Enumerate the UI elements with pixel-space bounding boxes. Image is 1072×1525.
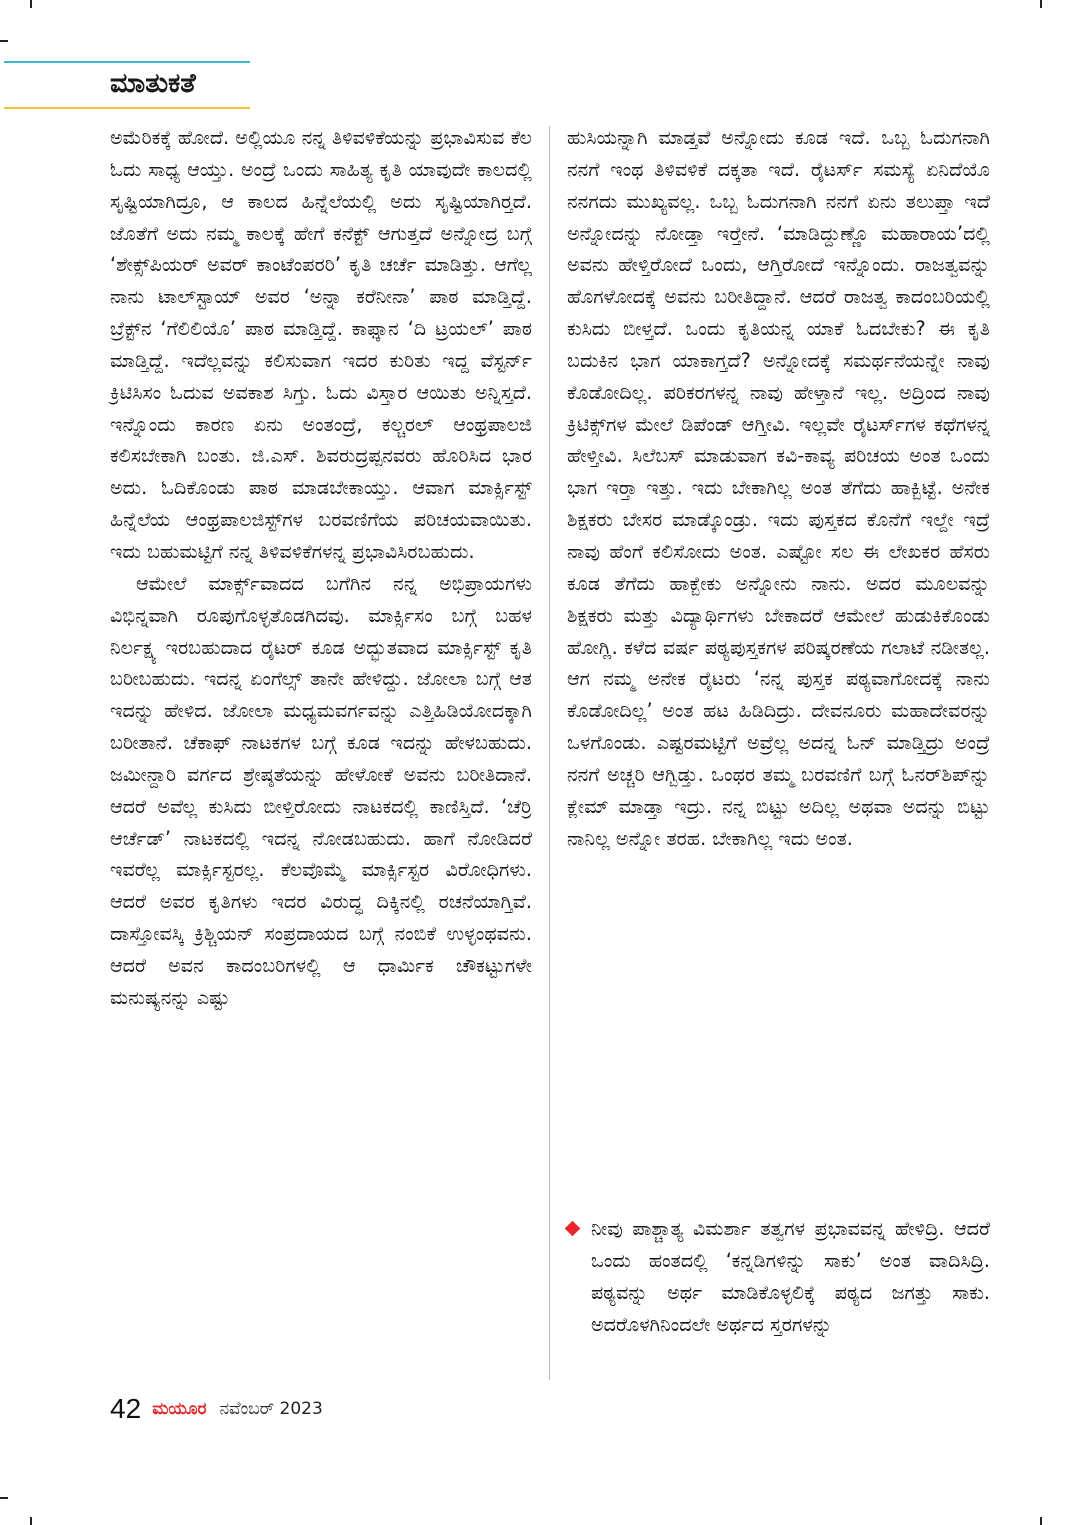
page-number: 42 xyxy=(110,1393,142,1424)
section-rule-bottom xyxy=(4,107,250,109)
magazine-logo: ಮಯೂರ xyxy=(152,1399,207,1419)
crop-mark xyxy=(30,0,32,8)
interview-question xyxy=(567,1213,990,1340)
page-footer xyxy=(110,1393,323,1427)
diamond-bullet-icon xyxy=(565,1221,581,1237)
crop-mark xyxy=(0,40,8,42)
section-rule-top xyxy=(4,61,250,63)
crop-mark xyxy=(1040,1517,1042,1525)
paragraph: ಹುಸಿಯನ್ನಾಗಿ ಮಾಡ್ತವೆ ಅನ್ನೋದು ಕೂಡ ಇದೆ. ಒಬ್ಬ ಓದುಗನಾಗಿ ನನಗೆ ಇಂಥ ತಿಳಿವಳಿಕೆ ದಕ್ಕತಾ ಇದೆ. ರೈಟರ್ಸ್ ಸಮಸ್ಯೆ ಏನಿದೆಯೊ ನನಗದು ಮುಖ್ಯವಲ್ಲ. ಒಬ್ಬ ಓದುಗನಾಗಿ ನನಗೆ ಏನು ತಲುಪ್ತಾ ಇದೆ ಅನ್ನೋದನ್ನು ನೋಡ್ತಾ ಇರ‍್ತೇನೆ. ‘ಮಾಡಿದ್ದುಣ್ಣೊ ಮಹಾರಾಯ’ದಲ್ಲಿ ಅವನು ಹೇಳ್ತಿರೋದೆ ಒಂದು, ಆಗ್ತಿರೋದೆ ಇನ್ನೊಂದು. ರಾಜತ್ವವನ್ನು ಹೊಗಳೋದಕ್ಕೆ ಅವನು ಬರೀತಿದ್ದಾನೆ. ಆದರೆ ರಾಜತ್ವ ಕಾದಂಬರಿಯಲ್ಲಿ ಕುಸಿದು ಬೀಳ್ತದೆ. ಒಂದು ಕೃತಿಯನ್ನ ಯಾಕೆ ಓದಬೇಕು? ಈ ಕೃತಿ ಬದುಕಿನ ಭಾಗ ಯಾಕಾಗ್ತದೆ? ಅನ್ನೋದಕ್ಕೆ ಸಮರ್ಥನೆಯನ್ನೇ ನಾವು ಕೊಡೋದಿಲ್ಲ. ಪರಿಕರಗಳನ್ನ ನಾವು ಹೇಳ್ತಾನೆ ಇಲ್ಲ. ಅದ್ರಿಂದ ನಾವು ಕ್ರಿಟಿಕ್ಸ್‌ಗಳ ಮೇಲೆ ಡಿಪೆಂಡ್ ಆಗ್ತೀವಿ. ಇಲ್ಲವೇ ರೈಟರ್ಸ್‌ಗಳ ಕಥೆಗಳನ್ನ ಹೇಳ್ತೀವಿ. ಸಿಲೆಬಸ್ ಮಾಡುವಾಗ ಕವಿ-ಕಾವ್ಯ ಪರಿಚಯ ಅಂತ ಒಂದು ಭಾಗ ಇರ‍್ತಾ ಇತ್ತು. ಇದು ಬೇಕಾಗಿಲ್ಲ ಅಂತ ತೆಗೆದು ಹಾಕ್ಬಿಟ್ಟೆ. ಅನೇಕ ಶಿಕ್ಷಕರು ಬೇಸರ ಮಾಡ್ಕೊಂಡ್ರು. ಇದು ಪುಸ್ತಕದ ಕೊನೆಗೆ ಇಲ್ದೇ ಇದ್ರೆ ನಾವು ಹೆಂಗೆ ಕಲಿಸೋದು ಅಂತ. ಎಷ್ಟೋ ಸಲ ಈ ಲೇಖಕರ ಹೆಸರು ಕೂಡ ತೆಗೆದು ಹಾಕ್ಬೇಕು ಅನ್ನೋನು ನಾನು. ಅದರ ಮೂಲವನ್ನು ಶಿಕ್ಷಕರು ಮತ್ತು ವಿದ್ಯಾರ್ಥಿಗಳು ಬೇಕಾದರೆ ಆಮೇಲೆ ಹುಡುಕಿಕೊಂಡು ಹೋಗ್ಲಿ. ಕಳೆದ ವರ್ಷ ಪಠ್ಯಪುಸ್ತಕಗಳ ಪರಿಷ್ಕರಣೆಯ ಗಲಾಟೆ ನಡೀತಲ್ಲ. ಆಗ ನಮ್ಮ ಅನೇಕ ರೈಟರು ‘ನನ್ನ ಪುಸ್ತಕ ಪಠ್ಯವಾಗೋದಕ್ಕೆ ನಾನು ಕೊಡೋದಿಲ್ಲ’ ಅಂತ ಹಟ ಹಿಡಿದಿದ್ರು. ದೇವನೂರು ಮಹಾದೇವರನ್ನು ಒಳಗೊಂಡು. ಎಷ್ಟರಮಟ್ಟಿಗೆ ಅವ್ರೆಲ್ಲ ಅದನ್ನ ಓನ್ ಮಾಡ್ತಿದ್ರು ಅಂದ್ರೆ ನನಗೆ ಅಚ್ಚರಿ ಆಗ್ಬಿಡ್ತು. ಒಂಥರ ತಮ್ಮ ಬರವಣಿಗೆ ಬಗ್ಗೆ ಓನರ್‌ಶಿಪ್‌ನ್ನು ಕ್ಲೇಮ್ ಮಾಡ್ತಾ ಇದ್ರು. ನನ್ನ ಬಿಟ್ಟು ಅದಿಲ್ಲ ಅಥವಾ ಅದನ್ನು ಬಿಟ್ಟು ನಾನಿಲ್ಲ ಅನ್ನೋ ತರಹ. ಬೇಕಾಗಿಲ್ಲ ಇದು ಅಂತ. xyxy=(567,126,990,850)
paragraph: ಅಮೆರಿಕಕ್ಕೆ ಹೋದೆ. ಅಲ್ಲಿಯೂ ನನ್ನ ತಿಳಿವಳಿಕೆಯನ್ನು ಪ್ರಭಾವಿಸುವ ಕೆಲ ಓದು ಸಾಧ್ಯ ಆಯ್ತು. ಅಂದ್ರೆ ಒಂದು ಸಾಹಿತ್ಯ ಕೃತಿ ಯಾವುದೇ ಕಾಲದಲ್ಲಿ ಸೃಷ್ಟಿಯಾಗಿದ್ರೂ, ಆ ಕಾಲದ ಹಿನ್ನೆಲೆಯಲ್ಲಿ ಅದು ಸೃಷ್ಟಿಯಾಗಿರ‍್ತದೆ. ಜೊತೆಗೆ ಅದು ನಮ್ಮ ಕಾಲಕ್ಕೆ ಹೇಗೆ ಕನೆಕ್ಟ್ ಆಗುತ್ತದೆ ಅನ್ನೋದ್ರ ಬಗ್ಗೆ ‘ಶೇಕ್ಸ್‌ಪಿಯರ್ ಅವರ್ ಕಾಂಟೆಂಪರರಿ’ ಕೃತಿ ಚರ್ಚೆ ಮಾಡಿತ್ತು. ಆಗೆಲ್ಲ ನಾನು ಟಾಲ್‌ಸ್ಟಾಯ್ ಅವರ ‘ಅನ್ನಾ ಕರೆನೀನಾ’ ಪಾಠ ಮಾಡ್ತಿದ್ದೆ. ಬ್ರೆಕ್ಟ್‌ನ ‘ಗೆಲಿಲಿಯೊ’ ಪಾಠ ಮಾಡ್ತಿದ್ದೆ. ಕಾಫ್ಕಾನ ‘ದಿ ಟ್ರಯಲ್’ ಪಾಠ ಮಾಡ್ತಿದ್ದೆ. ಇದೆಲ್ಲವನ್ನು ಕಲಿಸುವಾಗ ಇದರ ಕುರಿತು ಇದ್ದ ವೆಸ್ಟರ್ನ್ ಕ್ರಿಟಿಸಿಸಂ ಓದುವ ಅವಕಾಶ ಸಿಗ್ತು. ಓದು ವಿಸ್ತಾರ ಆಯಿತು ಅನ್ನಿಸ್ತದೆ. ಇನ್ನೊಂದು ಕಾರಣ ಏನು ಅಂತಂದ್ರೆ, ಕಲ್ಚರಲ್ ಆಂಥ್ರಪಾಲಜಿ ಕಲಿಸಬೇಕಾಗಿ ಬಂತು. ಜಿ.ಎಸ್. ಶಿವರುದ್ರಪ್ಪನವರು ಹೊರಿಸಿದ ಭಾರ ಅದು. ಓದಿಕೊಂಡು ಪಾಠ ಮಾಡಬೇಕಾಯ್ತು. ಆವಾಗ ಮಾರ್ಕ್ಸಿಸ್ಟ್ ಹಿನ್ನೆಲೆಯ ಆಂಥ್ರಪಾಲಜಿಸ್ಟ್‌ಗಳ ಬರವಣಿಗೆಯ ಪರಿಚಯವಾಯಿತು. ಇದು ಬಹುಮಟ್ಟಿಗೆ ನನ್ನ ತಿಳಿವಳಿಕೆಗಳನ್ನ ಪ್ರಭಾವಿಸಿರಬಹುದು. xyxy=(110,126,532,563)
crop-mark xyxy=(30,1517,32,1525)
article-column-right xyxy=(567,122,990,854)
article-column-left xyxy=(110,122,532,1014)
paragraph: ಆಮೇಲೆ ಮಾರ್ಕ್ಸ್‌ವಾದದ ಬಗೆಗಿನ ನನ್ನ ಅಭಿಪ್ರಾಯಗಳು ವಿಭಿನ್ನವಾಗಿ ರೂಪುಗೊಳ್ಳತೊಡಗಿದವು. ಮಾರ್ಕ್ಸಿಸಂ ಬಗ್ಗೆ ಬಹಳ ನಿರ್ಲಕ್ಷ್ಯ ಇರಬಹುದಾದ ರೈಟರ್ ಕೂಡ ಅದ್ಭುತವಾದ ಮಾರ್ಕ್ಸಿಸ್ಟ್ ಕೃತಿ ಬರೀಬಹುದು. ಇದನ್ನ ಏಂಗೆಲ್ಸ್ ತಾನೇ ಹೇಳಿದ್ದು. ಜೋಲಾ ಬಗ್ಗೆ ಆತ ಇದನ್ನು ಹೇಳಿದ. ಜೋಲಾ ಮಧ್ಯಮವರ್ಗವನ್ನು ಎತ್ತಿಹಿಡಿಯೋದಕ್ಕಾಗಿ ಬರೀತಾನೆ. ಚೆಕಾಫ್ ನಾಟಕಗಳ ಬಗ್ಗೆ ಕೂಡ ಇದನ್ನು ಹೇಳಬಹುದು. ಜಮೀನ್ದಾರಿ ವರ್ಗದ ಶ್ರೇಷ್ಠತೆಯನ್ನು ಹೇಳೋಕೆ ಅವನು ಬರೀತಿದಾನೆ. ಆದರೆ ಅವೆಲ್ಲ ಕುಸಿದು ಬೀಳ್ತಿರೋದು ನಾಟಕದಲ್ಲಿ ಕಾಣಿಸ್ತಿದೆ. ‘ಚೆರ‍್ರಿ ಆರ್ಚೆಡ್’ ನಾಟಕದಲ್ಲಿ ಇದನ್ನ ನೋಡಬಹುದು. ಹಾಗೆ ನೋಡಿದರೆ ಇವರೆಲ್ಲ ಮಾರ್ಕ್ಸಿಸ್ಟರಲ್ಲ. ಕೆಲವೊಮ್ಮೆ ಮಾರ್ಕ್ಸಿಸ್ಟರ ವಿರೋಧಿಗಳು. ಆದರೆ ಅವರ ಕೃತಿಗಳು ಇದರ ವಿರುದ್ಧ ದಿಕ್ಕಿನಲ್ಲಿ ರಚನೆಯಾಗ್ತಿವೆ. ದಾಸ್ತೋವಸ್ಕಿ ಕ್ರಿಶ್ಚಿಯನ್ ಸಂಪ್ರದಾಯದ ಬಗ್ಗೆ ನಂಬಿಕೆ ಉಳ್ಳಂಥವನು. ಆದರೆ ಅವನ ಕಾದಂಬರಿಗಳಲ್ಲಿ ಆ ಧಾರ್ಮಿಕ ಚೌಕಟ್ಟುಗಳೇ ಮನುಷ್ಯನನ್ನು ಎಷ್ಟು xyxy=(110,571,532,1009)
section-title: ಮಾತುಕತೆ xyxy=(110,68,196,99)
column-divider xyxy=(549,126,550,1380)
crop-mark xyxy=(1040,0,1042,8)
issue-date: ನವೆಂಬರ್ 2023 xyxy=(219,1399,323,1419)
crop-mark xyxy=(0,1497,8,1499)
question-text: ನೀವು ಪಾಶ್ಚಾತ್ಯ ವಿಮರ್ಶಾ ತತ್ವಗಳ ಪ್ರಭಾವವನ್ನ ಹೇಳಿದ್ರಿ. ಆದರೆ ಒಂದು ಹಂತದಲ್ಲಿ ‘ಕನ್ನಡಿಗಳಿನ್ನು ಸಾಕು’ ಅಂತ ವಾದಿಸಿದ್ರಿ. ಪಠ್ಯವನ್ನು ಅರ್ಥ ಮಾಡಿಕೊಳ್ಳಲಿಕ್ಕೆ ಪಠ್ಯದ ಜಗತ್ತು ಸಾಕು. ಅದರೊಳಗಿನಿಂದಲೇ ಅರ್ಥದ ಸ್ತರಗಳನ್ನು xyxy=(591,1217,990,1336)
